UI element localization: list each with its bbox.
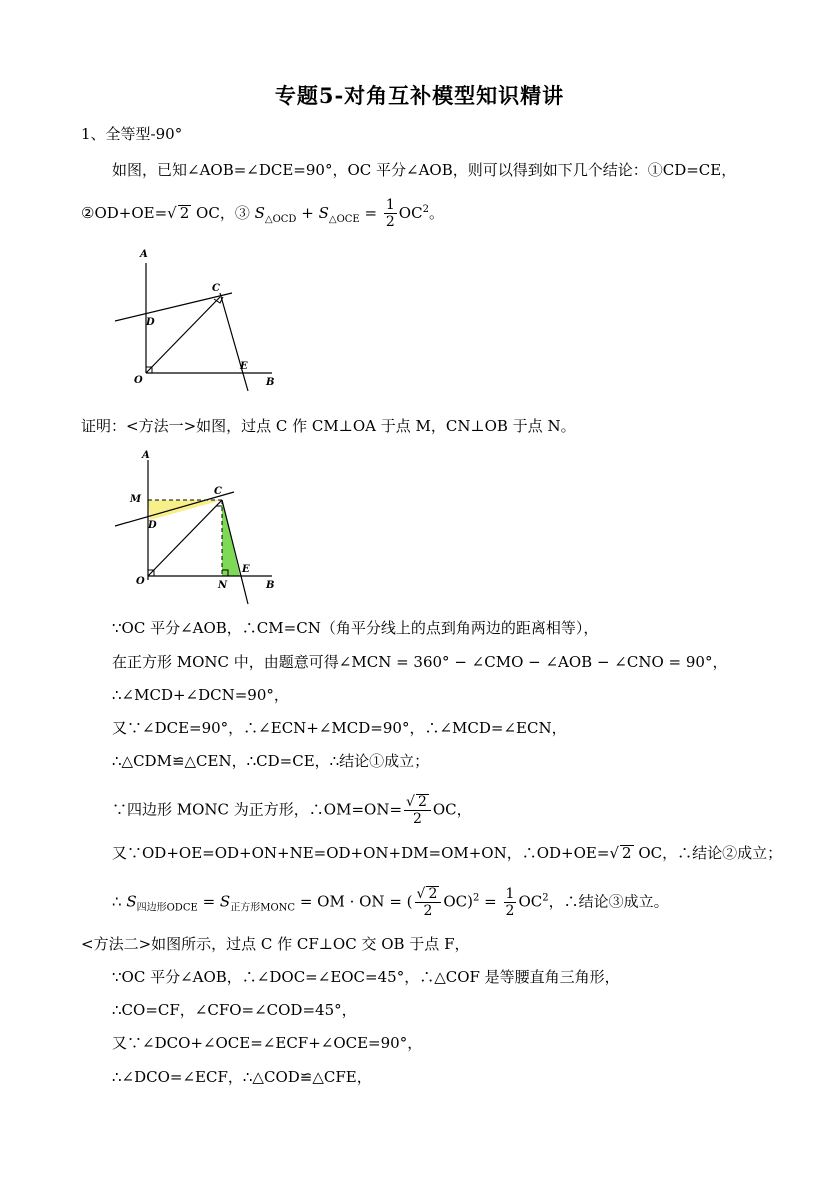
label-o: O: [134, 375, 143, 386]
method-2-step-4: ∴∠DCO=∠ECF，∴△COD≌△CFE，: [112, 1068, 372, 1086]
step-text: ，∴结论③成立。: [548, 892, 669, 911]
intro-text: 。: [428, 204, 444, 222]
segment-oc: [146, 297, 220, 373]
label-n: N: [218, 580, 228, 591]
proof-step-1: ∵OC 平分∠AOB，∴CM=CN（角平分线上的点到角两边的距离相等），: [112, 619, 599, 637]
proof-step-6: [112, 794, 472, 827]
line-dc: [115, 293, 232, 321]
fraction: $\frac{1}{2}$: [505, 885, 515, 919]
proof-step-7: 又∵OD+OE=OD+ON+NE=OD+ON+DM=OM+ON，∴OD+OE=√ 2 OC，∴结论②成立；: [112, 844, 783, 862]
area-symbol: S: [318, 204, 329, 222]
subscript: △OCE: [328, 214, 360, 225]
label-c: C: [214, 486, 222, 497]
method-2-intro: <方法二>如图所示，过点 C 作 CF⊥OC 交 OB 于点 F，: [81, 935, 470, 953]
triangle-cdm-fill: [148, 500, 222, 520]
area-symbol: S: [254, 204, 265, 222]
figure-1: [110, 245, 280, 395]
intro-text: OC: [398, 204, 423, 222]
section-heading: 1、全等型-90°: [81, 125, 183, 143]
step-text: OC): [443, 892, 473, 911]
fraction: $\frac{√ 2}{2}$: [415, 886, 442, 919]
label-m: M: [130, 494, 142, 505]
subscript: △OCD: [264, 214, 297, 225]
intro-line-1: 如图，已知∠AOB=∠DCE=90°，OC 平分∠AOB，则可以得到如下几个结论：①CD=CE，: [112, 161, 737, 179]
fraction: $\frac{√ 2}{2}$: [404, 794, 431, 827]
proof-step-8: [112, 886, 669, 920]
subscript: 正方形MONC: [230, 902, 296, 914]
operator: =: [202, 892, 216, 911]
intro-line-2: ②OD+OE=√ 2 OC，③ $S_{\triangle OCD} + S_{\triangle OCE}$ = $\frac{1}{2}$ $OC^2$。: [81, 197, 444, 230]
operator: =: [484, 892, 497, 911]
area-symbol: S: [126, 892, 137, 911]
page-title: 专题5-对角互补模型知识精讲: [274, 83, 565, 108]
step-text: ∵四边形 MONC 为正方形，∴OM=ON=: [112, 800, 403, 819]
intro-text: ②OD+OE=: [81, 204, 168, 222]
intro-text: OC，③: [196, 204, 250, 222]
label-c: C: [212, 283, 220, 294]
step-text: OC，: [432, 800, 472, 819]
method-2-step-1: ∵OC 平分∠AOB，∴∠DOC=∠EOC=45°，∴△COF 是等腰直角三角形，: [112, 968, 620, 986]
figure-2: [110, 448, 280, 608]
superscript: 2: [422, 204, 429, 215]
label-o: O: [136, 576, 145, 587]
label-b: B: [266, 377, 275, 388]
line-ce: [220, 293, 248, 391]
superscript: 2: [473, 892, 480, 904]
label-a: A: [140, 249, 148, 260]
step-text: OC，∴结论②成立；: [638, 844, 783, 862]
proof-step-5: ∴△CDM≌△CEN，∴CD=CE，∴结论①成立；: [112, 752, 430, 770]
label-e: E: [240, 361, 248, 372]
label-d: D: [148, 520, 157, 531]
subscript: 四边形ODCE: [136, 902, 198, 914]
step-text: OC: [518, 892, 543, 911]
sqrt-value: 2: [622, 844, 632, 862]
method-2-step-3: 又∵∠DCO+∠OCE=∠ECF+∠OCE=90°，: [112, 1034, 423, 1052]
sqrt-value: 2: [179, 204, 190, 222]
label-b: B: [266, 580, 275, 591]
proof-step-3: ∴∠MCD+∠DCN=90°，: [112, 686, 289, 704]
step-text: ∴: [112, 892, 122, 911]
label-d: D: [146, 317, 155, 328]
proof-step-2: 在正方形 MONC 中，由题意可得∠MCN = 360° − ∠CMO − ∠AOB − ∠CNO = 90°，: [112, 653, 728, 671]
step-text: = OM · ON = (: [299, 892, 413, 911]
method-2-step-2: ∴CO=CF，∠CFO=∠COD=45°，: [112, 1001, 357, 1019]
area-symbol: S: [219, 892, 231, 911]
proof-intro: 证明：<方法一>如图，过点 C 作 CM⊥OA 于点 M，CN⊥OB 于点 N。: [81, 417, 576, 435]
proof-step-4: 又∵∠DCE=90°，∴∠ECN+∠MCD=90°，∴∠MCD=∠ECN，: [112, 719, 567, 737]
label-e: E: [242, 564, 250, 575]
fraction: $\frac{1}{2}$: [385, 197, 395, 230]
step-text: 又∵OD+OE=OD+ON+NE=OD+ON+DM=OM+ON，∴OD+OE=: [112, 844, 610, 862]
operator: +: [301, 204, 314, 222]
label-a: A: [142, 450, 150, 461]
operator: =: [364, 204, 378, 222]
superscript: 2: [542, 892, 549, 904]
